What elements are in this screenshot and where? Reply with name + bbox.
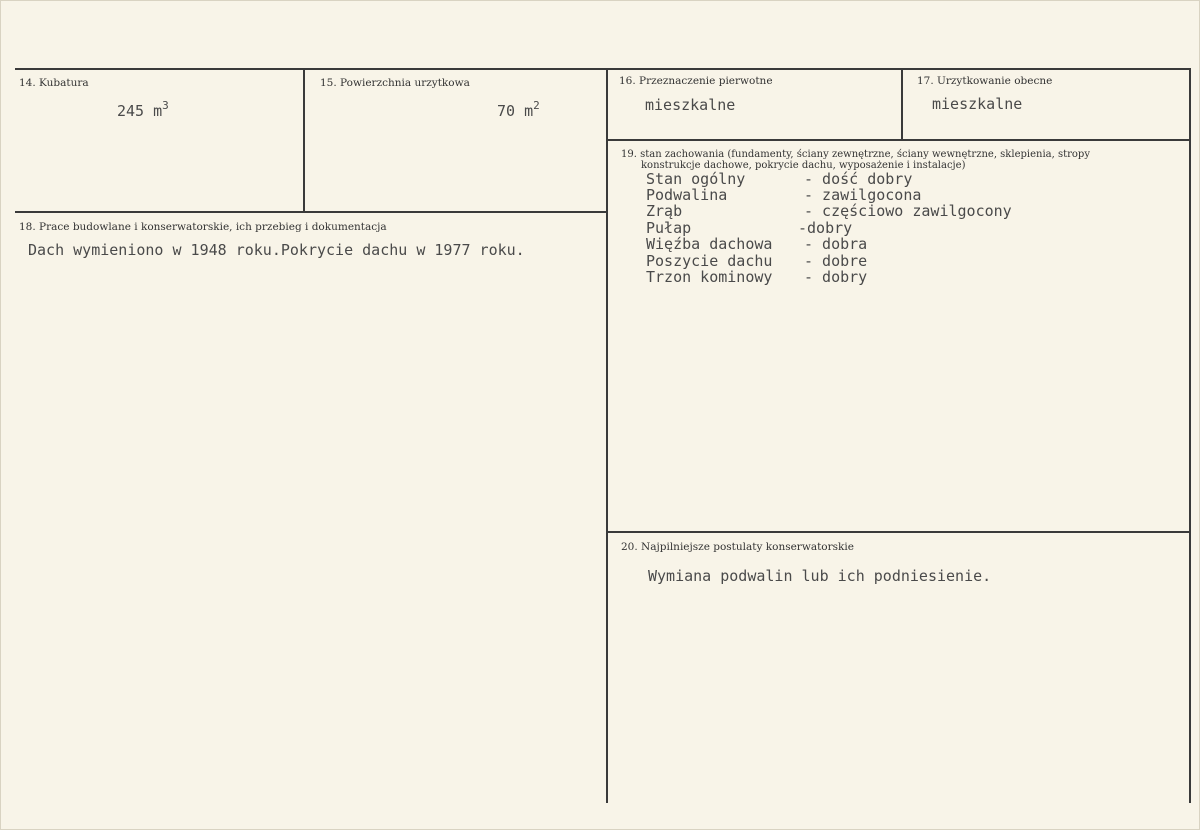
field18-value: Dach wymieniono w 1948 roku.Pokrycie dachu w 1977 roku. <box>28 241 525 259</box>
field17-label: 17. Urzytkowanie obecne <box>917 75 1053 87</box>
divider-16-17 <box>901 68 903 140</box>
field17-value: mieszkalne <box>932 95 1023 113</box>
field14-value <box>117 99 169 120</box>
field14-label: 14. Kubatura <box>19 77 89 89</box>
field15-value-text: 70 m <box>497 102 534 120</box>
condition-name: Pułap <box>646 219 692 237</box>
condition-value: - dobre <box>804 252 868 270</box>
divider-14-15 <box>303 68 305 213</box>
field20-value: Wymiana podwalin lub ich podniesienie. <box>648 567 992 585</box>
condition-value: - częściowo zawilgocony <box>804 202 1012 220</box>
field18-label: 18. Prace budowlane i konserwatorskie, ich przebieg i dokumentacja <box>19 221 387 233</box>
field16-label: 16. Przeznaczenie pierwotne <box>619 75 773 87</box>
rule-under-16-17 <box>607 139 1191 141</box>
top-rule <box>15 68 1191 70</box>
condition-value: - zawilgocona <box>804 186 922 204</box>
rule-above-20 <box>607 531 1191 533</box>
condition-value: - dobra <box>804 235 868 253</box>
field15-label: 15. Powierzchnia urzytkowa <box>320 77 470 89</box>
field16-value: mieszkalne <box>645 96 736 114</box>
field20-label: 20. Najpilniejsze postulaty konserwatorskie <box>621 541 854 553</box>
divider-main <box>606 68 608 803</box>
field14-unit-exp: 3 <box>162 99 169 112</box>
field15-unit-exp: 2 <box>533 99 540 112</box>
condition-name: Podwalina <box>646 186 728 204</box>
condition-name: Stan ogólny <box>646 170 746 188</box>
field14-value-text: 245 m <box>117 102 163 120</box>
condition-value: - dość dobry <box>804 170 913 188</box>
condition-name: Poszycie dachu <box>646 252 773 270</box>
rule-under-14-15 <box>15 211 607 213</box>
field15-value <box>497 99 540 120</box>
field19-label-line2: konstrukcje dachowe, pokrycie dachu, wyposażenie i instalacje) <box>641 160 966 171</box>
condition-name: Zrąb <box>646 202 683 220</box>
field19-label-line1: 19. stan zachowania (fundamenty, ściany zewnętrzne, ściany wewnętrzne, sklepienia, stropy <box>621 149 1090 160</box>
condition-value: - dobry <box>804 268 868 286</box>
right-edge <box>1189 68 1191 803</box>
condition-value: -dobry <box>798 219 853 237</box>
condition-name: Więźba dachowa <box>646 235 773 253</box>
condition-name: Trzon kominowy <box>646 268 773 286</box>
